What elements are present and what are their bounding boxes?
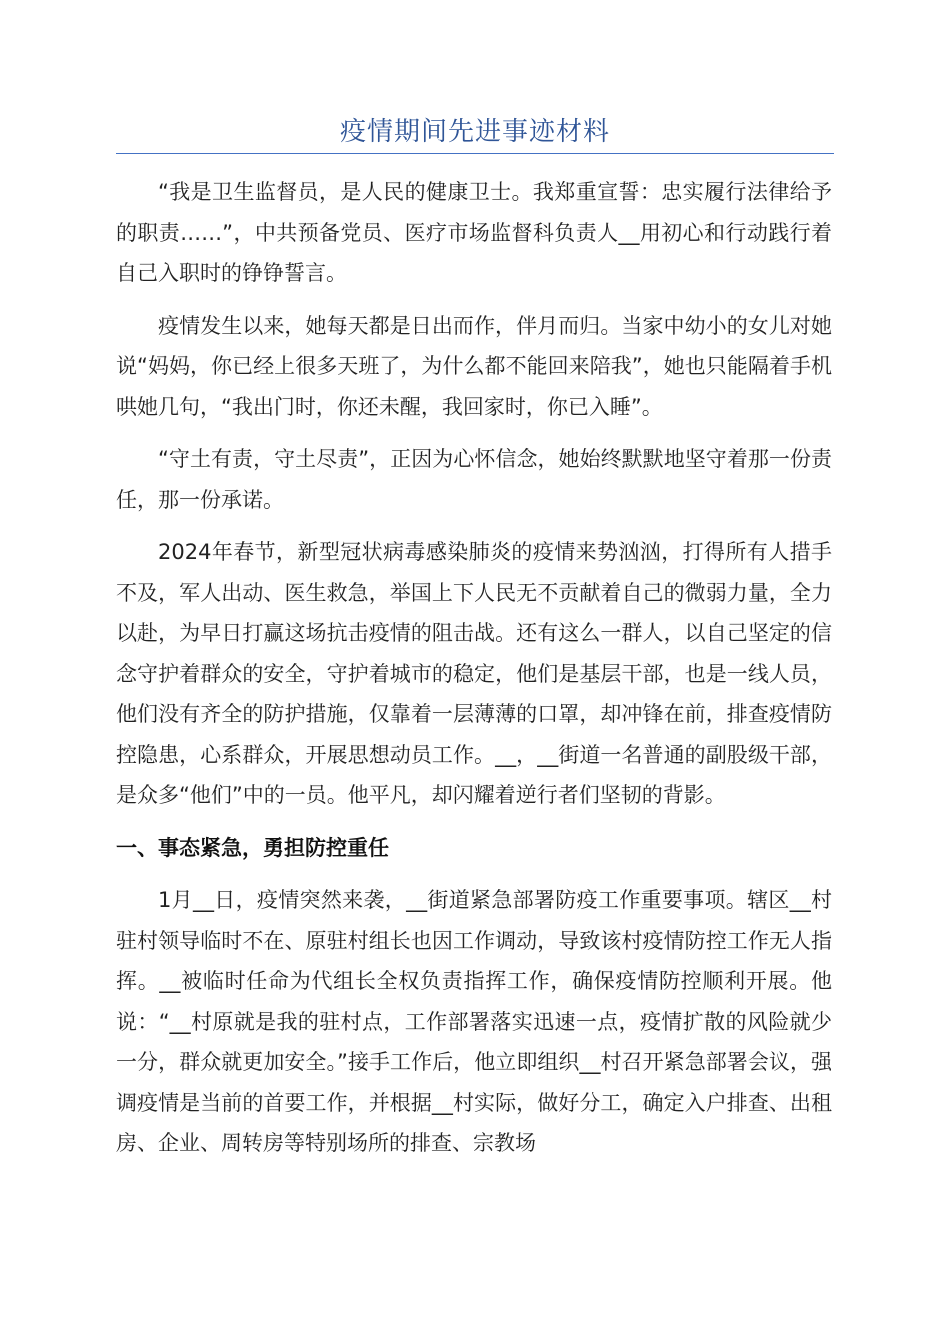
section-heading: 一、事态紧急，勇担防控重任 [116,835,389,860]
document-title: 疫情期间先进事迹材料 [339,117,610,147]
section-paragraph: 1月__日，疫情突然来袭，__街道紧急部署防疫工作重要事项。辖区__村驻村领导临时不在、原驻村组长也因工作调动，导致该村疫情防控工作无人指挥。__被临时任命为代组长全权负责指挥工作，确保疫情防控顺利开展。他说：“__村原就是我的驻村点，工作部署落实迅速一点，疫情扩散的风险就少一分，群众就更加安全。”接手工作后，他立即组织__村召开紧急部署会议，强调疫情是当前的首要工作，并根据__村实际，做好分工，确定入户排查、出租房、企业、周转房等特别场所的排查、宗教场 [116,888,832,1155]
paragraph-spring-festival: 2024年春节，新型冠状病毒感染肺炎的疫情来势汹汹，打得所有人措手不及，军人出动、医生救急，举国上下人民无不贡献着自己的微弱力量，全力以赴，为早日打赢这场抗击疫情的阻击战。还有这么一群人，以自己坚定的信念守护着群众的安全，守护着城市的稳定，他们是基层干部，也是一线人员，他们没有齐全的防护措施，仅靠着一层薄薄的口罩，却冲锋在前，排查疫情防控隐患，心系群众，开展思想动员工作。__，__街道一名普通的副股级干部，是众多“他们”中的一员。他平凡，却闪耀着逆行者们坚韧的背影。 [116,540,832,807]
paragraph-responsibility: “守土有责，守土尽责”，正因为心怀信念，她始终默默地坚守着那一份责任，那一份承诺。 [116,447,832,512]
title-underline [116,153,834,154]
document-body [116,172,832,1176]
paragraph-daily-work: 疫情发生以来，她每天都是日出而作，伴月而归。当家中幼小的女儿对她说“妈妈，你已经上很多天班了，为什么都不能回来陪我”，她也只能隔着手机哄她几句，“我出门时，你还未醒，我回家时，你已入睡”。 [116,313,832,419]
paragraph-oath: “我是卫生监督员，是人民的健康卫士。我郑重宣誓：忠实履行法律给予的职责……”，中共预备党员、医疗市场监督科负责人__用初心和行动践行着自己入职时的铮铮誓言。 [116,180,832,285]
